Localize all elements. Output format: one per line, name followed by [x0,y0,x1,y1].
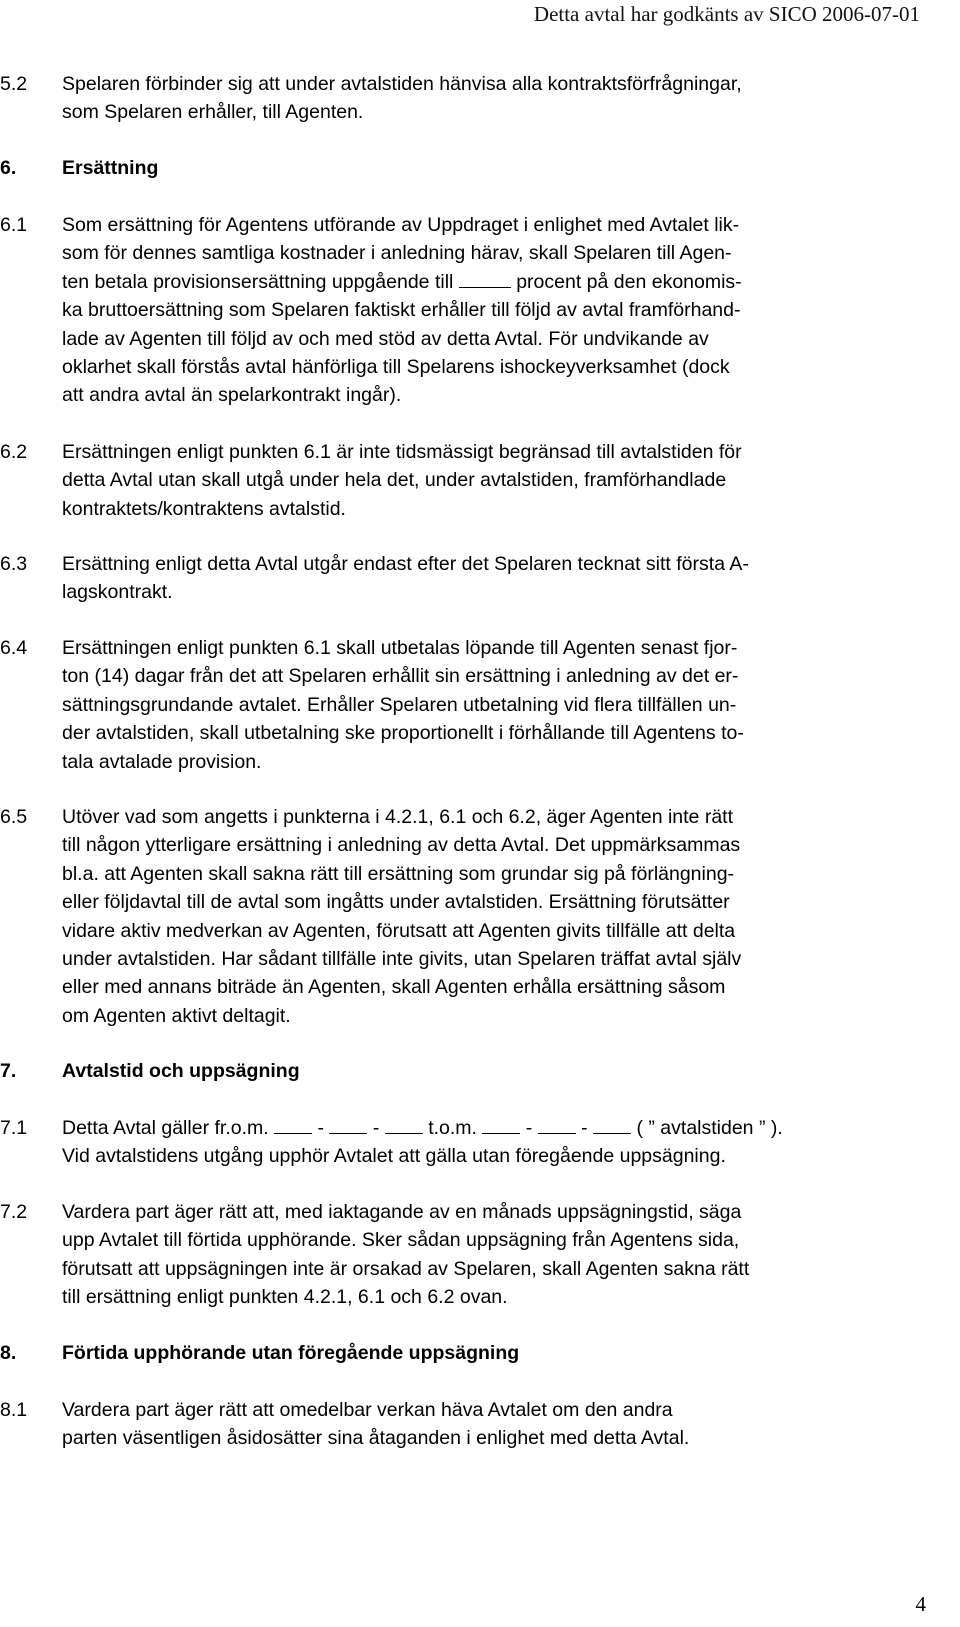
clause-number: 7.1 [0,1117,28,1139]
page-header: Detta avtal har godkänts av SICO 2006-07-01 [533,2,920,26]
clause-text [62,1114,934,1171]
clause-number: 7.2 [0,1201,28,1223]
text-line: vidare aktiv medverkan av Agenten, förutsatt att Agenten givits tillfälle att delta [62,919,736,942]
text-line: detta Avtal utan skall utgå under hela det, under avtalstiden, framförhandlade [62,469,727,492]
text-line: Som ersättning för Agentens utförande av Uppdraget i enlighet med Avtalet lik- [62,214,740,236]
text-line: Ersättning enligt detta Avtal utgår endast efter det Spelaren tecknat sitt första A- [62,553,749,575]
section-number: 8. [0,1342,17,1364]
text-line: till ersättning enligt punkten 4.2.1, 6.1 och 6.2 ovan. [62,1286,508,1309]
clause-number: 5.2 [0,73,28,95]
text-line: förutsatt att uppsägningen inte är orsakad av Spelaren, skall Agenten sakna rätt [62,1257,750,1280]
section-title: Ersättning [62,157,159,179]
section-title: Avtalstid och uppsägning [62,1060,300,1082]
clause-text [62,550,934,607]
page-number: 4 [915,1592,926,1616]
date-blank [593,1116,631,1134]
text-line: lagskontrakt. [62,581,173,604]
text-line: om Agenten aktivt deltagit. [62,1004,291,1027]
text-line: lade av Agenten till följd av och med stöd av detta Avtal. För undvikande av [62,327,709,350]
text-line: tala avtalade provision. [62,750,262,773]
clause-text [62,438,934,523]
text-line: Vid avtalstidens utgång upphör Avtalet att gälla utan föregående uppsägning. [62,1145,726,1168]
clause-text [62,634,934,776]
text-line: under avtalstiden. Har sådant tillfälle inte givits, utan Spelaren träffat avtal själv [62,947,742,970]
text-line: till någon ytterligare ersättning i anledning av detta Avtal. Det uppmärksammas [62,834,741,857]
text-line: ka bruttoersättning som Spelaren faktiskt erhåller till följd av avtal framförhand- [62,299,741,322]
text-line: der avtalstiden, skall utbetalning ske proportionellt i förhållande till Agentens to- [62,722,744,745]
section-number: 6. [0,157,17,179]
clause-number: 8.1 [0,1399,28,1421]
text-line: som för dennes samtliga kostnader i anledning härav, skall Spelaren till Agen- [62,242,732,265]
clause-text [62,70,934,127]
text-line: att andra avtal än spelarkontrakt ingår). [62,384,402,407]
date-blank [274,1116,312,1134]
text-line: ten betala provisionsersättning uppgående till procent på den ekonomis- [62,270,742,293]
text-line: Ersättningen enligt punkten 6.1 är inte tidsmässigt begränsad till avtalstiden för [62,441,742,463]
percent-blank [459,270,511,288]
date-blank [482,1116,520,1134]
date-line: Detta Avtal gäller fr.o.m. - - t.o.m. - - ( ” avtalstiden ” ). [62,1117,783,1139]
clause-text [62,211,934,410]
date-blank [385,1116,423,1134]
clause-text [62,1396,934,1453]
text-line: Utöver vad som angetts i punkterna i 4.2.1, 6.1 och 6.2, äger Agenten inte rätt [62,806,733,828]
clause-number: 6.3 [0,553,28,575]
clause-text [62,803,934,1030]
text-line: eller följdavtal till de avtal som ingåtts under avtalstiden. Ersättning förutsätter [62,891,730,914]
text-line: eller med annans biträde än Agenten, skall Agenten erhålla ersättning såsom [62,976,726,999]
clause-number: 6.5 [0,806,28,828]
text-line: bl.a. att Agenten skall sakna rätt till ersättning som grundar sig på förlängning- [62,862,735,885]
text-line: Vardera part äger rätt att, med iaktagande av en månads uppsägningstid, säga [62,1201,742,1223]
section-number: 7. [0,1060,17,1082]
text-line: som Spelaren erhåller, till Agenten. [62,101,364,124]
text-line: Ersättningen enligt punkten 6.1 skall utbetalas löpande till Agenten senast fjor- [62,637,738,659]
text-line: parten väsentligen åsidosätter sina åtaganden i enlighet med detta Avtal. [62,1427,690,1450]
date-blank [538,1116,576,1134]
section-title: Förtida upphörande utan föregående uppsägning [62,1342,520,1364]
clause-number: 6.2 [0,441,28,463]
text-line: oklarhet skall förstås avtal hänförliga till Spelarens ishockeyverksamhet (dock [62,355,730,378]
date-blank [329,1116,367,1134]
clause-number: 6.4 [0,637,28,659]
text-line: ton (14) dagar från det att Spelaren erhållit sin ersättning i anledning av det er- [62,665,739,688]
text-line: Spelaren förbinder sig att under avtalstiden hänvisa alla kontraktsförfrågningar, [62,73,742,95]
text-line: kontraktets/kontraktens avtalstid. [62,497,346,520]
clause-number: 6.1 [0,214,28,236]
text-line: Vardera part äger rätt att omedelbar verkan häva Avtalet om den andra [62,1399,673,1421]
text-line: upp Avtalet till förtida upphörande. Sker sådan uppsägning från Agentens sida, [62,1229,740,1252]
clause-text [62,1198,934,1312]
text-line: sättningsgrundande avtalet. Erhåller Spelaren utbetalning vid flera tillfällen un- [62,693,737,716]
